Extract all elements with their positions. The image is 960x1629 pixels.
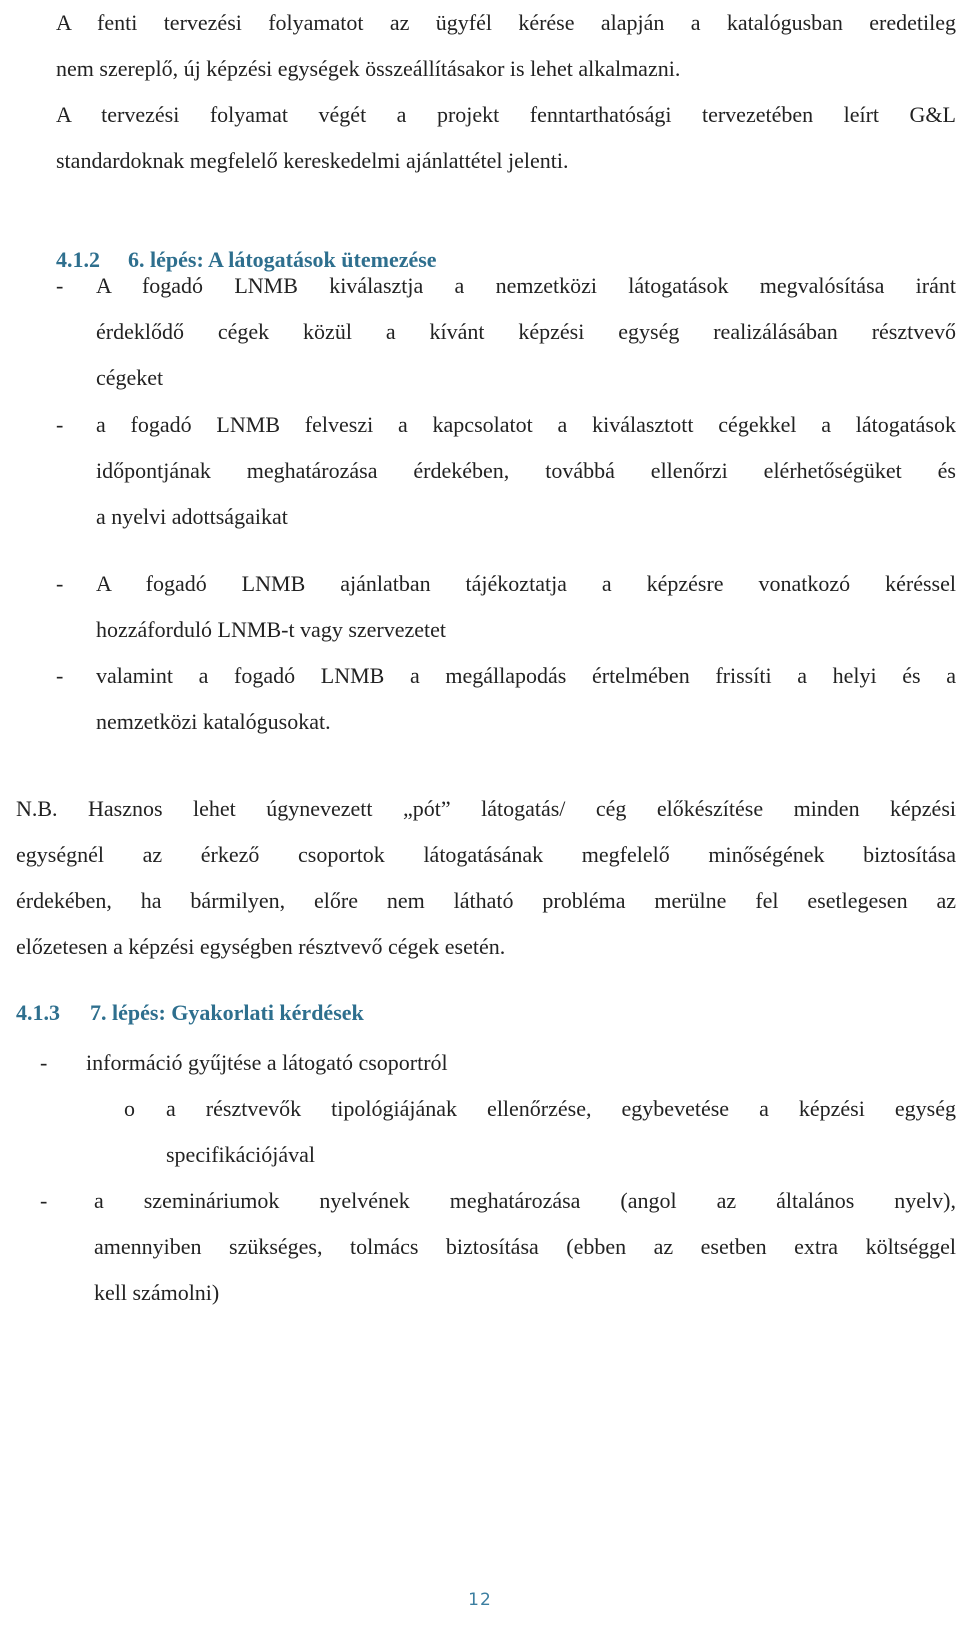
list-item-line: a nyelvi adottságaikat <box>96 504 288 529</box>
list-item-text <box>96 561 956 653</box>
list-bullet: - <box>56 571 64 596</box>
list-item-line: A fogadó LNMB ajánlatban tájékoztatja a képzésre vonatkozó kéréssel <box>96 571 956 596</box>
intro-line: nem szereplő, új képzési egységek összeállításakor is lehet alkalmazni. <box>56 56 681 81</box>
list-bullet: - <box>56 663 64 688</box>
list-item-text <box>96 263 956 401</box>
list-item-line: érdeklődő cégek közül a kívánt képzési egység realizálásában résztvevő <box>96 319 956 344</box>
list-item-text <box>96 402 956 540</box>
note-line: N.B. Hasznos lehet úgynevezett „pót” látogatás/ cég előkészítése minden képzési <box>16 796 956 821</box>
intro-line: A tervezési folyamat végét a projekt fenntarthatósági tervezetében leírt G&L <box>56 102 956 127</box>
list-bullet: - <box>56 273 64 298</box>
list-item-text <box>86 1040 940 1086</box>
list-bullet: - <box>56 412 64 437</box>
note-paragraph <box>16 786 956 970</box>
note-line: egységnél az érkező csoportok látogatásának megfelelő minőségének biztosítása <box>16 842 956 867</box>
note-line: előzetesen a képzési egységben résztvevő cégek esetén. <box>16 934 506 959</box>
list-item-line: cégeket <box>96 365 164 390</box>
section-title: 6. lépés: A látogatások ütemezése <box>128 247 437 272</box>
page-number: 12 <box>468 1590 492 1610</box>
intro-paragraph <box>56 0 956 184</box>
list-item-line: A fogadó LNMB kiválasztja a nemzetközi látogatások megvalósítása iránt <box>96 273 956 298</box>
list-item-text <box>94 1178 956 1316</box>
list-item-line: nemzetközi katalógusokat. <box>96 709 331 734</box>
list-item-line: kell számolni) <box>94 1280 220 1305</box>
list-item-line: a szemináriumok nyelvének meghatározása (angol az általános nyelv), <box>94 1188 956 1213</box>
list-item-text <box>96 653 956 745</box>
section-title: 7. lépés: Gyakorlati kérdések <box>90 1000 364 1025</box>
list-item-line: időpontjának meghatározása érdekében, továbbá ellenőrzi elérhetőségüket és <box>96 458 956 483</box>
list-item-line: a fogadó LNMB felveszi a kapcsolatot a kiválasztott cégekkel a látogatások <box>96 412 956 437</box>
intro-line: A fenti tervezési folyamatot az ügyfél kérése alapján a katalógusban eredetileg <box>56 10 956 35</box>
list-item-line: valamint a fogadó LNMB a megállapodás értelmében frissíti a helyi és a <box>96 663 956 688</box>
list-item-line: amennyiben szükséges, tolmács biztosítása (ebben az esetben extra költséggel <box>94 1234 956 1259</box>
list-item-line: információ gyűjtése a látogató csoportról <box>86 1050 448 1075</box>
list-item-line: specifikációjával <box>166 1142 316 1167</box>
sub-list-item-text <box>166 1086 956 1178</box>
sub-list-bullet: o <box>124 1096 135 1121</box>
list-bullet: - <box>40 1188 48 1213</box>
list-item-line: a résztvevők tipológiájának ellenőrzése, egybevetése a képzési egység <box>166 1096 956 1121</box>
section-heading-7 <box>16 1000 364 1026</box>
intro-line: standardoknak megfelelő kereskedelmi ajánlattétel jelenti. <box>56 148 569 173</box>
note-line: érdekében, ha bármilyen, előre nem látható probléma merülne fel esetlegesen az <box>16 888 956 913</box>
section-number: 4.1.2 <box>56 247 100 272</box>
list-item-line: hozzáforduló LNMB-t vagy szervezetet <box>96 617 447 642</box>
section-number: 4.1.3 <box>16 1000 60 1025</box>
list-bullet: - <box>40 1050 48 1075</box>
